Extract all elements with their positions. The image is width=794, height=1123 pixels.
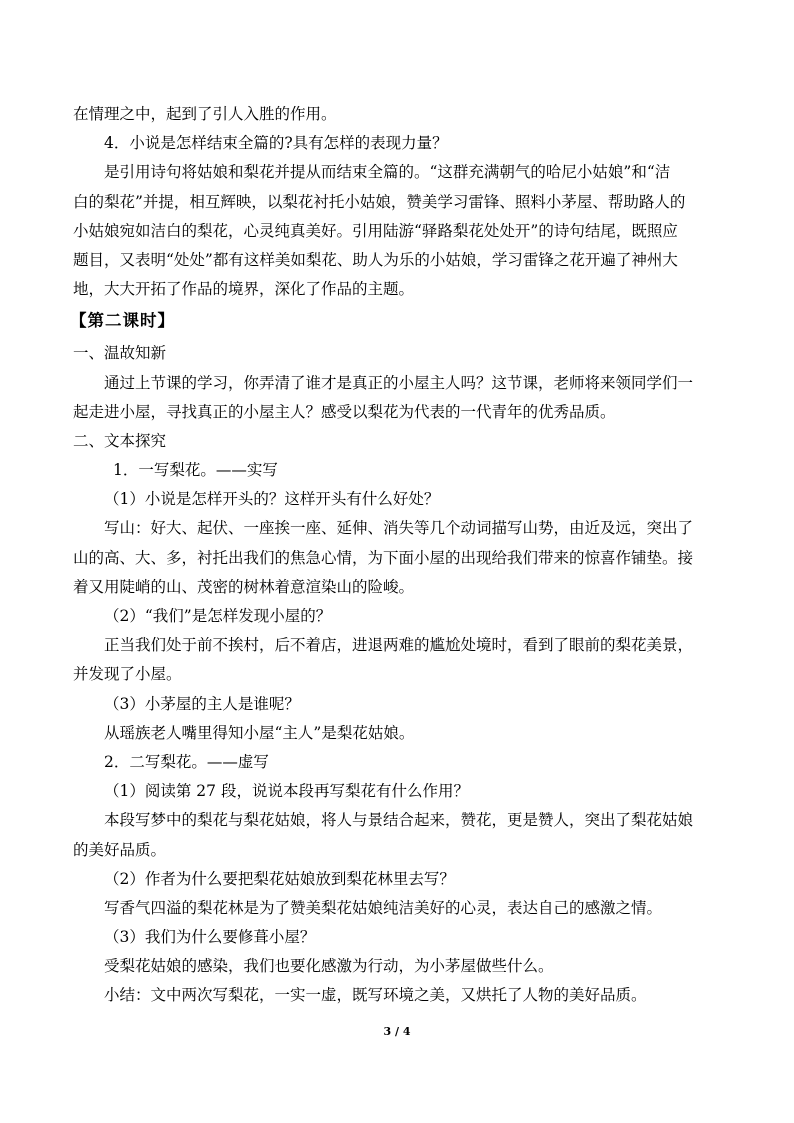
paragraph-line: 是引用诗句将姑娘和梨花并提从而结束全篇的。“这群充满朝气的哈尼小姑娘”和“洁 bbox=[104, 163, 671, 182]
question-line: （3）小茅屋的主人是谁呢？ bbox=[104, 694, 300, 713]
paragraph-line: 题目，又表明“处处”都有这样美如梨花、助人为乐的小姑娘，学习雷锋之花开遍了神州大 bbox=[73, 250, 678, 269]
question-line: （1）小说是怎样开头的？这样开头有什么好处？ bbox=[104, 490, 440, 509]
document-body bbox=[70, 100, 723, 1011]
question-line: （2）“我们”是怎样发现小屋的？ bbox=[104, 607, 332, 625]
question-line: （1）阅读第 27 段，说说本段再写梨花有什么作用？ bbox=[104, 782, 469, 801]
paragraph-line: 在情理之中，起到了引人入胜的作用。 bbox=[73, 105, 337, 123]
paragraph-line: 并发现了小屋。 bbox=[73, 665, 182, 684]
section-heading: 【第二课时】 bbox=[70, 311, 175, 331]
paragraph-line: 小姑娘宛如洁白的梨花，心灵纯真美好。引用陆游“驿路梨花处处开”的诗句结尾，既照应 bbox=[73, 221, 678, 240]
question-line: 2．二写梨花。——虚写 bbox=[104, 752, 269, 771]
paragraph-line: 写山：好大、起伏、一座挨一座、延伸、消失等几个动词描写山势，由近及远，突出了 bbox=[104, 519, 694, 538]
subsection-title: 二、文本探究 bbox=[73, 431, 167, 450]
paragraph-line: 正当我们处于前不挨村，后不着店，进退两难的尴尬处境时，看到了眼前的梨花美景， bbox=[104, 636, 694, 655]
paragraph-line: 山的高、大、多，衬托出我们的焦急心情，为下面小屋的出现给我们带来的惊喜作铺垫。接 bbox=[73, 548, 694, 567]
question-line: 1．一写梨花。——实写 bbox=[113, 461, 278, 480]
paragraph-line: 的美好品质。 bbox=[73, 840, 167, 859]
paragraph-line: 白的梨花”并提，相互辉映，以梨花衬托小姑娘，赞美学习雷锋、照料小茅屋、帮助路人的 bbox=[73, 192, 686, 211]
question-line: 4．小说是怎样结束全篇的?具有怎样的表现力量？ bbox=[104, 134, 448, 153]
question-line: （2）作者为什么要把梨花姑娘放到梨花林里去写？ bbox=[104, 869, 455, 888]
paragraph-line: 写香气四溢的梨花林是为了赞美梨花姑娘纯洁美好的心灵，表达自己的感激之情。 bbox=[104, 898, 663, 917]
subsection-title: 一、温故知新 bbox=[73, 344, 167, 363]
paragraph-line: 着又用陡峭的山、茂密的树林着意渲染山的险峻。 bbox=[73, 577, 415, 596]
paragraph-line: 本段写梦中的梨花与梨花姑娘，将人与景结合起来，赞花，更是赞人，突出了梨花姑娘 bbox=[104, 811, 694, 830]
page-number: 3 / 4 bbox=[383, 1025, 411, 1038]
question-line: （3）我们为什么要修葺小屋？ bbox=[104, 928, 316, 947]
paragraph-line: 地，大大开拓了作品的境界，深化了作品的主题。 bbox=[73, 280, 415, 299]
paragraph-line: 通过上节课的学习，你弄清了谁才是真正的小屋主人吗？这节课，老师将来领同学们一 bbox=[104, 373, 694, 392]
paragraph-line: 受梨花姑娘的感染，我们也要化感激为行动，为小茅屋做些什么。 bbox=[104, 957, 554, 976]
paragraph-line: 起走进小屋，寻找真正的小屋主人？感受以梨花为代表的一代青年的优秀品质。 bbox=[73, 402, 616, 421]
paragraph-line: 从瑶族老人嘴里得知小屋“主人”是梨花姑娘。 bbox=[104, 723, 415, 742]
summary-line: 小结：文中两次写梨花，一实一虚，既写环境之美，又烘托了人物的美好品质。 bbox=[104, 986, 647, 1005]
